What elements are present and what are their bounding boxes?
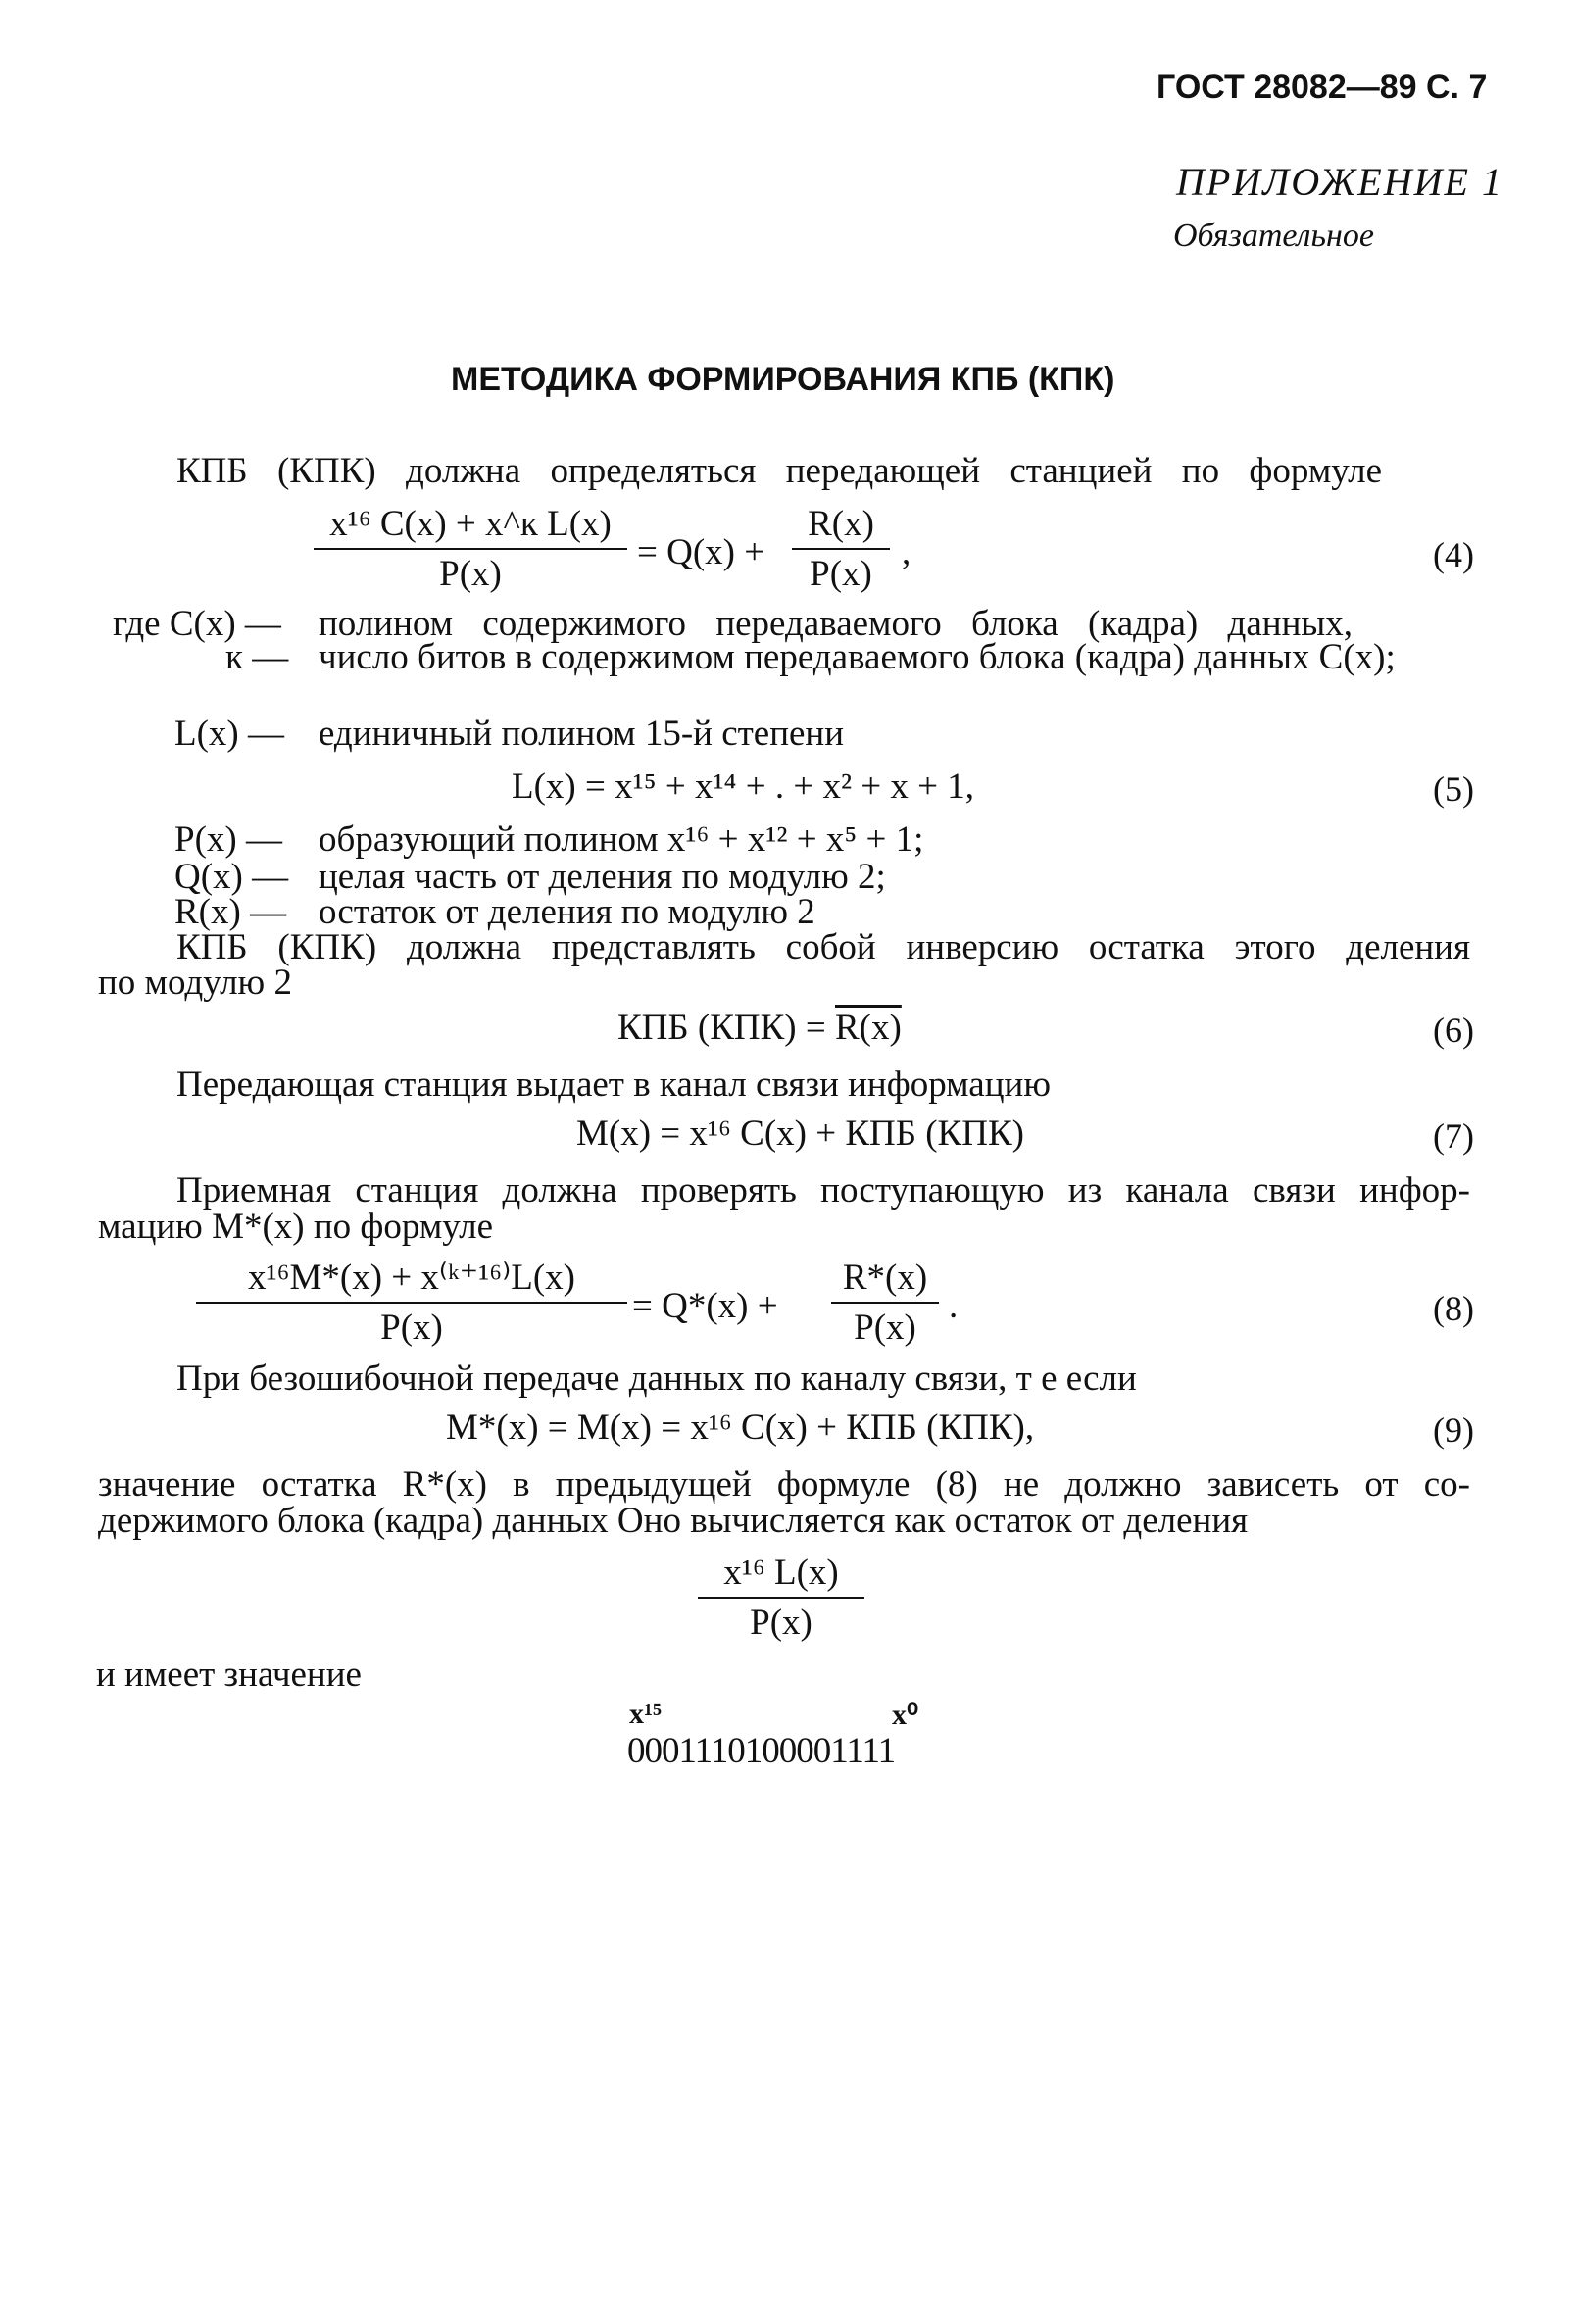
- receive-paragraph-line1: Приемная станция должна проверять поступающую из канала связи инфор-: [176, 1170, 1470, 1211]
- eq4-numerator-right: R(x): [808, 504, 874, 544]
- fraction-bar: [831, 1302, 939, 1304]
- eq7-formula: M(x) = x¹⁶ C(x) + КПБ (КПК): [576, 1113, 1024, 1154]
- bit-label-low: x⁰: [892, 1699, 919, 1731]
- eq7-number: (7): [1433, 1116, 1474, 1156]
- eq4-fraction-right: [792, 506, 890, 592]
- eq6-number: (6): [1433, 1011, 1474, 1050]
- eq8-fraction-right: [831, 1260, 939, 1346]
- def-text-p: образующий полином x¹⁶ + x¹² + x⁵ + 1;: [319, 819, 924, 860]
- page-header: ГОСТ 28082—89 С. 7: [1157, 69, 1488, 106]
- errorless-paragraph: При безошибочной передаче данных по каналу связи, т е если: [176, 1359, 1137, 1399]
- remainder-paragraph-line1: значение остатка R*(x) в предыдущей формуле (8) не должно зависеть от со-: [98, 1464, 1470, 1505]
- where-term-k: к —: [225, 637, 289, 677]
- bit-label-high: x¹⁵: [629, 1698, 662, 1730]
- eq9-number: (9): [1433, 1410, 1474, 1450]
- def-term-r: R(x) —: [174, 892, 287, 932]
- eq8-number: (8): [1433, 1289, 1474, 1328]
- division-numerator: x¹⁶ L(x): [723, 1553, 839, 1593]
- eq4-middle: = Q(x) +: [637, 532, 765, 572]
- eq8-denominator: P(x): [380, 1308, 443, 1348]
- fraction-bar: [314, 548, 627, 550]
- eq5-formula: L(x) = x¹⁵ + x¹⁴ + . + x² + x + 1,: [512, 766, 975, 807]
- eq8-numerator: x¹⁶M*(x) + x⁽ᵏ⁺¹⁶⁾L(x): [247, 1258, 575, 1298]
- eq4-fraction-left: [314, 506, 627, 592]
- where-term-l: L(x) —: [174, 714, 284, 754]
- remainder-bits: 0001110100001111: [627, 1731, 896, 1771]
- eq8-fraction-left: [196, 1260, 627, 1346]
- fraction-bar: [196, 1302, 627, 1304]
- where-text-k: число битов в содержимом передаваемого блока (кадра) данных C(x);: [319, 637, 1396, 677]
- inverse-paragraph-line2: по модулю 2: [98, 963, 292, 1003]
- eq4-number: (4): [1433, 535, 1474, 574]
- receive-paragraph-line2: мацию M*(x) по формуле: [98, 1207, 494, 1247]
- where-term-c: где C(x) —: [113, 604, 281, 644]
- value-paragraph: и имеет значение: [96, 1655, 362, 1695]
- section-title: МЕТОДИКА ФОРМИРОВАНИЯ КПБ (КПК): [451, 361, 1115, 398]
- eq6-rhs-overlined: R(x): [834, 1008, 902, 1048]
- division-denominator: P(x): [750, 1603, 812, 1643]
- eq4-denominator: P(x): [439, 554, 502, 594]
- eq9-formula: M*(x) = M(x) = x¹⁶ C(x) + КПБ (КПК),: [446, 1408, 1035, 1448]
- eq8-denominator-right: P(x): [854, 1308, 916, 1348]
- eq4-numerator: x¹⁶ C(x) + x^к L(x): [329, 504, 612, 544]
- appendix-subtitle: Обязательное: [1173, 218, 1374, 254]
- eq6-formula: [617, 1010, 902, 1046]
- def-term-q: Q(x) —: [174, 857, 289, 897]
- eq4-tail: ,: [902, 532, 911, 572]
- division-fraction: [698, 1555, 864, 1641]
- fraction-bar: [698, 1597, 864, 1599]
- eq8-tail: .: [949, 1286, 959, 1326]
- inverse-paragraph-line1: КПБ (КПК) должна представлять собой инверсию остатка этого деления: [176, 927, 1470, 967]
- eq8-numerator-right: R*(x): [842, 1258, 928, 1298]
- transmit-paragraph: Передающая станция выдает в канал связи информацию: [176, 1064, 1051, 1105]
- eq4-denominator-right: P(x): [810, 554, 872, 594]
- intro-paragraph: КПБ (КПК) должна определяться передающей станцией по формуле: [176, 451, 1382, 491]
- def-text-q: целая часть от деления по модулю 2;: [319, 857, 886, 897]
- def-text-r: остаток от деления по модулю 2: [319, 892, 815, 932]
- def-term-p: P(x) —: [174, 819, 282, 860]
- where-text-c: полином содержимого передаваемого блока (кадра) данных,: [319, 604, 1353, 644]
- eq5-number: (5): [1433, 769, 1474, 809]
- where-text-l: единичный полином 15-й степени: [319, 714, 845, 754]
- eq8-middle: = Q*(x) +: [632, 1286, 778, 1326]
- appendix-title: ПРИЛОЖЕНИЕ 1: [1176, 160, 1503, 204]
- remainder-paragraph-line2: держимого блока (кадра) данных Оно вычисляется как остаток от деления: [98, 1501, 1249, 1541]
- fraction-bar: [792, 548, 890, 550]
- eq6-lhs: КПБ (КПК) =: [617, 1008, 835, 1048]
